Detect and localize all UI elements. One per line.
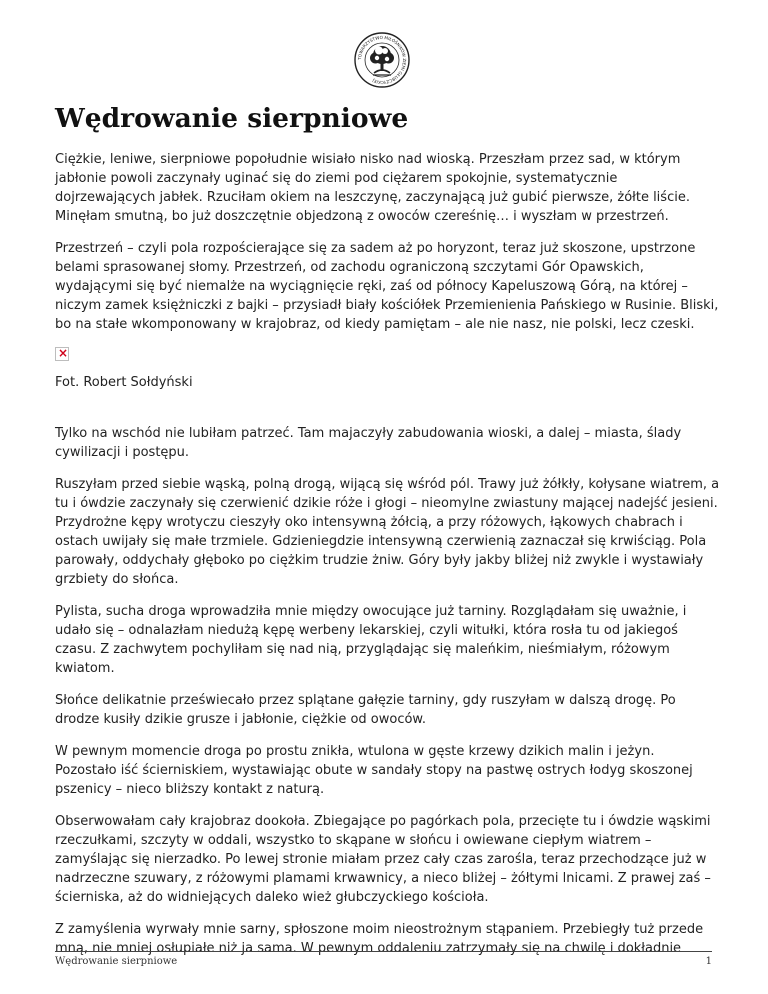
article-body xyxy=(55,150,720,971)
paragraph: Ciężkie, leniwe, sierpniowe popołudnie wisiało nisko nad wioską. Przeszłam przez sad, w którym jabłonie powoli zaczynały uginać się do ziemi pod ciężarem spokojnie, systematycznie dojrzewających jabłek. Rzuciłam okiem na leszczynę, zaczynającą już gubić pierwsze, żółte liście. Minęłam smutną, bo już doszczętnie objedzoną z owoców czereśnię… i wyszłam w przestrzeń. xyxy=(55,152,690,224)
photo-caption: Fot. Robert Sołdyński xyxy=(55,375,193,390)
page-number: 1 xyxy=(705,956,712,967)
society-seal-tree-icon xyxy=(354,32,410,88)
page-footer xyxy=(55,951,712,967)
society-seal-logo xyxy=(354,32,410,88)
paragraph: Przestrzeń – czyli pola rozpościerające się za sadem aż po horyzont, teraz już skoszone, upstrzone belami sprasowanej słomy. Przestrzeń, od zachodu ograniczoną szczytami Gór Opawskich, wydającymi się być niemalże na wyciągnięcie ręki, zaś od północy Kapeluszową Górą, na której – niczym zamek księżniczki z bajki – przysiadł biały kościółek Przemienienia Pańskiego w Rusinie. Bliski, bo na stałe wkomponowany w krajobraz, od kiedy pamiętam – ale nie nasz, nie polski, lecz czeski. xyxy=(55,241,719,332)
paragraph: Ruszyłam przed siebie wąską, polną drogą, wijącą się wśród pól. Trawy już żółkły, kołysane wiatrem, a tu i ówdzie zaczynały się czerwienić dzikie róże i głogi – nieomylne zwiastuny mającej nadejść jesieni. Przydrożne kępy wrotyczu cieszyły oko intensywną żółcią, a przy różowych, łąkowych chabrach i ostach uwijały się małe trzmiele. Gdzieniegdzie intensywną czerwienią zaznaczał się krwiściąg. Pola parowały, oddychały głęboko po ciężkim trudzie żniw. Góry były jakby bliżej niż zwykle i wystawiały grzbiety do słońca. xyxy=(55,477,720,587)
broken-image-icon xyxy=(55,347,69,361)
paragraph: Pylista, sucha droga wprowadziła mnie między owocujące już tarniny. Rozglądałam się uważnie, i udało się – odnalazłam niedużą kępę werbeny lekarskiej, czyli witułki, która rosła tu od jakiegoś czasu. Z zachwytem pochyliłam się nad nią, przyglądając się maleńkim, nieśmiałym, różowym kwiatom. xyxy=(55,604,687,676)
paragraph: Tylko na wschód nie lubiłam patrzeć. Tam majaczyły zabudowania wioski, a dalej – miasta, ślady cywilizacji i postępu. xyxy=(55,426,682,460)
paragraph: W pewnym momencie droga po prostu znikła, wtulona w gęste krzewy dzikich malin i jeżyn. Pozostało iść ścierniskiem, wystawiając obute w sandały stopy na pastwę ostrych łodyg skoszonej pszenicy – nieco bliższy kontakt z naturą. xyxy=(55,744,693,797)
paragraph: Obserwowałam cały krajobraz dookoła. Zbiegające po pagórkach pola, przecięte tu i ówdzie wąskimi rzeczułkami, szczyty w oddali, wszystko to skąpane w słońcu i owiewane ciepłym wiatrem – zamyślając się nierzadko. Po lewej stronie miałam przez cały czas zarośla, teraz przechodzące już w nadrzeczne szuwary, z różowymi plamami krwawnicy, a nieco bliżej – żółtymi lnicami. Z prawej zaś – ścierniska, aż do widniejących daleko wież głubczyckiego kościoła. xyxy=(55,814,711,905)
article-title: Wędrowanie sierpniowe xyxy=(55,103,409,134)
paragraph: Z zamyślenia wyrwały mnie sarny, spłoszone moim nieostrożnym stąpaniem. Przebiegły tuż przede mną, nie mniej osłupiałe niż ja sama. W pewnym oddaleniu zatrzymały się na chwilę i dokładnie xyxy=(55,922,704,956)
seal-ring-text: TOWARZYSTWO MIŁOŚNIKÓW ZIEMI GŁUBCZYCKIEJ xyxy=(356,34,408,86)
footer-title: Wędrowanie sierpniowe xyxy=(55,956,178,967)
paragraph: Słońce delikatnie przeświecało przez splątane gałęzie tarniny, gdy ruszyłam w dalszą drogę. Po drodze kusiły dzikie grusze i jabłonie, ciężkie od owoców. xyxy=(55,693,676,727)
